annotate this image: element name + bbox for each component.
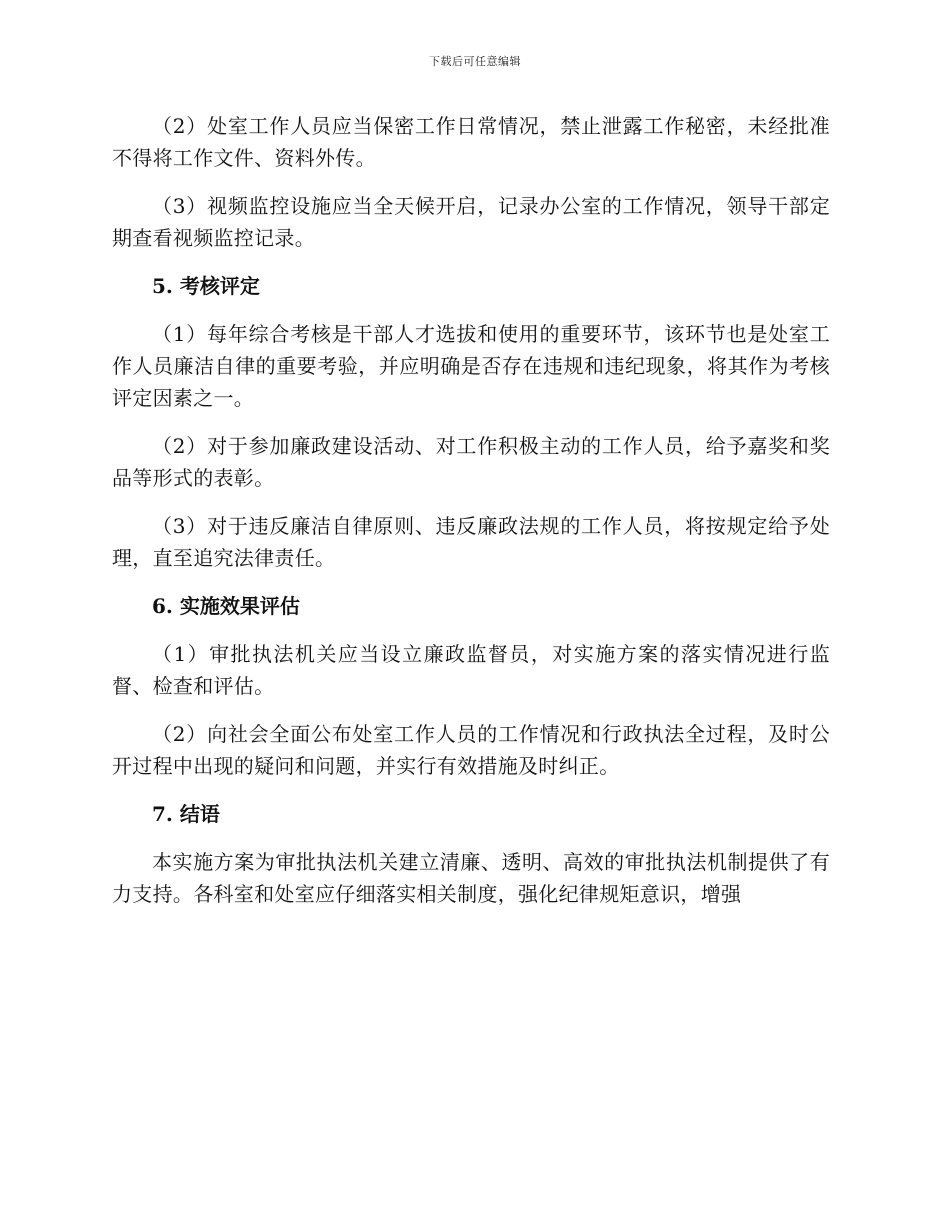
paragraph-conclusion: 本实施方案为审批执法机关建立清廉、透明、高效的审批执法机制提供了有力支持。各科室和处室应仔细落实相关制度，强化纪律规矩意识，增强 <box>112 850 830 906</box>
paragraph-violation-handling: （3）对于违反廉洁自律原则、违反廉政法规的工作人员，将按规定给予处理，直至追究法律责任。 <box>112 514 830 570</box>
header-note: 下载后可任意编辑 <box>429 55 521 68</box>
paragraph-public-disclosure: （2）向社会全面公布处室工作人员的工作情况和行政执法全过程，及时公开过程中出现的疑问和问题，并实行有效措施及时纠正。 <box>112 722 830 778</box>
paragraph-confidentiality: （2）处室工作人员应当保密工作日常情况，禁止泄露工作秘密，未经批准不得将工作文件、资料外传。 <box>112 114 830 170</box>
document-body <box>112 110 830 926</box>
section-heading-conclusion: 7. 结语 <box>152 802 220 826</box>
paragraph-commendation: （2）对于参加廉政建设活动、对工作积极主动的工作人员，给予嘉奖和奖品等形式的表彰。 <box>112 434 830 490</box>
paragraph-annual-assessment: （1）每年综合考核是干部人才选拔和使用的重要环节，该环节也是处室工作人员廉洁自律的重要考验，并应明确是否存在违规和违纪现象，将其作为考核评定因素之一。 <box>112 322 830 410</box>
paragraph-video-monitoring: （3）视频监控设施应当全天候开启，记录办公室的工作情况，领导干部定期查看视频监控记录。 <box>112 194 830 250</box>
section-heading-evaluation: 6. 实施效果评估 <box>152 594 300 618</box>
section-heading-assessment: 5. 考核评定 <box>152 274 260 298</box>
paragraph-supervisor: （1）审批执法机关应当设立廉政监督员，对实施方案的落实情况进行监督、检查和评估。 <box>112 642 830 698</box>
